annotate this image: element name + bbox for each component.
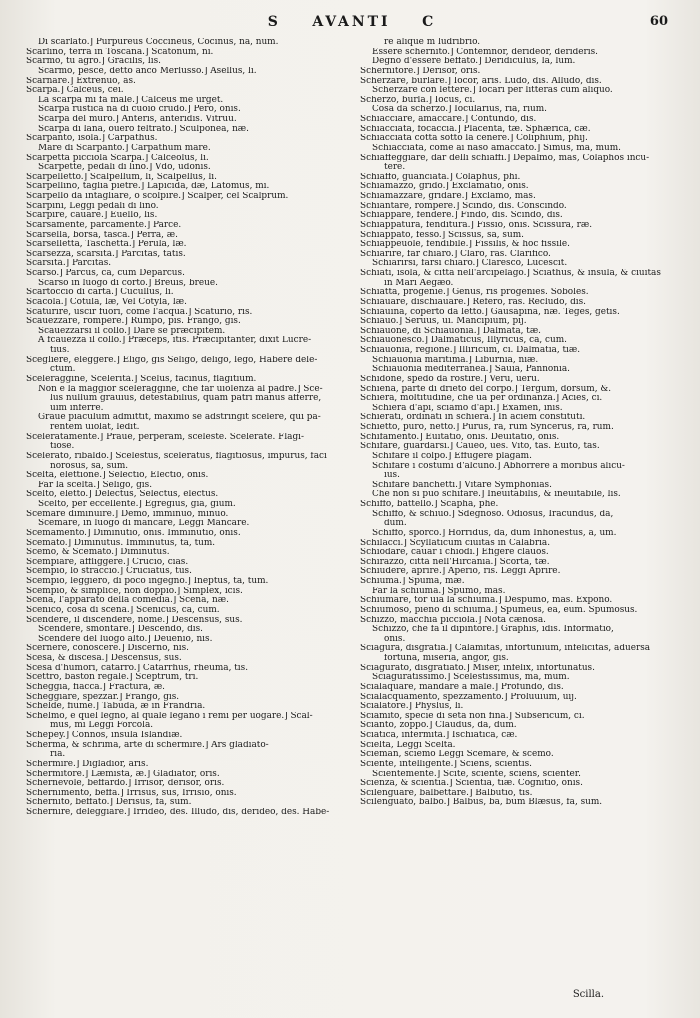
dictionary-entry-line: Scarpetta picciola Scarpa.] Calceolus, li. [26, 153, 209, 163]
dictionary-entry-line: Schermire.] Digladior, aris. [26, 759, 149, 769]
dictionary-entry-line: Di scarlato.] Purpureus Coccineus, Cocinus, na, num. [38, 38, 279, 47]
dictionary-entry-line: Schiantare, rompere.] Scindo, dis. Conscindo. [360, 201, 567, 211]
dictionary-entry-line: Sceleraggine, Scelerità.] Scelus, facinus, flagitium. [26, 374, 257, 384]
page-number: 60 [649, 14, 668, 29]
dictionary-entry-line: Scarpelletto.] Scalpellum, li, Scalpellus, li. [26, 172, 217, 182]
dictionary-entry-line: Scarsezza, scarsità.] Parcitas, tatis. [26, 249, 186, 259]
dictionary-entry-line: Degno d'essere beffato.] Deridiculus, la, lum. [372, 57, 576, 67]
dictionary-entry-line: Schizzo, che fa il dipintore.] Graphis, idis. Informatio, [372, 625, 614, 635]
dictionary-entry-line: Non è la maggior sceleraggine, che far uiolenza al padre.] Sce- [38, 384, 323, 394]
dictionary-entry-line: in Mari Aegæo. [384, 278, 454, 288]
header-title: AVANTI [312, 14, 391, 30]
dictionary-entry-line: Scielta, Leggi Scelta. [360, 740, 456, 750]
dictionary-entry-line: Scempio, lo straccio.] Cruciatus, tus. [26, 567, 192, 577]
dictionary-entry-line: Scarpellino, taglia pietre.] Lapicida, dæ, Latomus, mi. [26, 182, 270, 192]
dictionary-entry-line: rentem uiolat, ledit. [50, 423, 140, 432]
dictionary-entry-line: onis. [384, 634, 406, 644]
dictionary-entry-line: Scarpa.] Calceus, cei. [26, 86, 124, 96]
dictionary-entry-line: Scarmo, pesce, detto anco Merlusso.] Asellus, li. [38, 66, 257, 76]
dictionary-entry-line: tiose. [50, 442, 75, 452]
dictionary-entry-line: Scemamento.] Diminutio, onis. Imminutio, onis. [26, 528, 241, 538]
header-left: S [267, 14, 281, 30]
dictionary-entry-line: Far la scelta.] Seligo, gis. [38, 480, 153, 490]
dictionary-entry-line: Schiacciata cotta sotto la cenere.] Coliphium, phij. [360, 134, 588, 144]
dictionary-entry-line: Schifare i costumi d'alcuno.] Abhorrere a moribus alicu- [372, 461, 625, 471]
dictionary-entry-line: Cosa da scherzo.] Iocularius, ria, rium. [372, 105, 548, 115]
dictionary-entry-line: Schiauone, di Schiauonia.] Dalmata, tæ. [360, 326, 541, 336]
dictionary-entry-line: dum. [384, 519, 407, 529]
dictionary-entry-line: Scauezzare, rompere.] Rumpo, pis. Frango, gis. [26, 317, 241, 327]
running-header [26, 14, 678, 36]
dictionary-entry-line: Schiarire, far chiaro.] Claro, ras. Clarifico. [360, 249, 551, 259]
dictionary-entry-line: Schiera d'api, sciamo d'api.] Examen, inis. [372, 403, 563, 413]
dictionary-entry-line: Mare di Scarpanto.] Carpathum mare. [38, 143, 211, 153]
dictionary-entry-line: Scendere del luogo alto.] Deuenio, nis. [38, 634, 213, 644]
dictionary-entry-line: Scienza, & scientia.] Scientia, tiæ. Cognitio, onis. [360, 779, 583, 789]
dictionary-entry-line: Schierati, ordinati in schiera.] In aciem constituti. [360, 413, 586, 423]
dictionary-entry-line: Schifamento.] Euitatio, onis. Deuitatio, onis. [360, 432, 560, 442]
dictionary-entry-line: Scarpini, Leggi pedali di lino. [26, 201, 159, 211]
dictionary-entry-line: Schiauina, coperto da letto.] Gausapina, næ. Teges, getis. [360, 307, 620, 317]
dictionary-entry-line: Sciaguratissimo.] Scelestissimus, ma, mum. [372, 673, 570, 683]
dictionary-entry-line: norosus, sa, sum. [50, 461, 129, 471]
dictionary-entry-line: Scarmo, tu agro.] Gracilis, lis. [26, 57, 161, 67]
dictionary-entry-line: Scarpette, pedali di lino.] Vdo, udonis. [38, 163, 211, 173]
dictionary-entry-line: Sciagurato, disgratiato.] Miser, infelix, infortunatus. [360, 663, 595, 673]
dictionary-entry-line: Che non si può schifare.] Ineuitabilis, & ineuitabile, lis. [372, 490, 621, 500]
dictionary-entry-line: Graue piaculum admittit, maximo se adstringit scelere, qui pa- [38, 413, 321, 423]
dictionary-entry-line: Scilenguato, balbo.] Balbus, ba, bum Blæsus, fa, sum. [360, 798, 603, 808]
dictionary-entry-line: Sciamito, specie di seta non fina.] Subsericum, ci. [360, 711, 585, 721]
dictionary-entry-line: Scelto, eletto.] Delectus, Selectus, electus. [26, 490, 219, 500]
dictionary-entry-line: Scendere, il discendere, nome.] Descensus, sus. [26, 615, 243, 625]
dictionary-entry-line: Scarso in luogo di corto.] Breuis, breue. [38, 278, 218, 288]
dictionary-entry-line: tius. [50, 346, 70, 355]
dictionary-entry-line: Scherzare, burlare.] Iocor, aris. Ludo, dis. Alludo, dis. [360, 76, 602, 86]
dictionary-entry-line: Scheggia, fiacca.] Fractura, æ. [26, 682, 165, 692]
dictionary-entry-line: Schiamazzo, grido.] Exclamatio, onis. [360, 182, 529, 192]
dictionary-entry-line: re alique m ludribrio. [384, 38, 481, 47]
dictionary-entry-line: Scarpire, cauare.] Euello, lis. [26, 211, 158, 221]
dictionary-entry-line: Schiodare, cauar i chiodi.] Efigere clauos. [360, 548, 549, 558]
dictionary-entry-line: Schiffo, & schiuo.] Sdegnoso. Odiosus, Iracundus, da, [372, 509, 614, 519]
dictionary-entry-line: Scarpanto, isola.] Carpathus. [26, 134, 158, 144]
dictionary-entry-line: Scheggiare, spezzar.] Frango, gis. [26, 692, 180, 702]
dictionary-entry-line: Schiuma.] Spuma, mæ. [360, 577, 465, 586]
dictionary-entry-line: uim inferre. [50, 403, 104, 413]
dictionary-entry-line: Scarsella, borsa, tasca.] Perra, æ. [26, 230, 178, 240]
dictionary-entry-line: mus, mi Leggi Forcola. [50, 721, 154, 731]
dictionary-entry-line: Far la schiuma.] Spumo, mas. [372, 586, 506, 596]
dictionary-entry-line: A fcauezza il collo.] Præceps, itis. Præcipitanter, dixit Lucre- [38, 336, 312, 346]
dictionary-entry-line: Schiacciare, amaccare.] Contundo, dis. [360, 115, 537, 124]
dictionary-entry-line: Schiappato, fesso.] Scissus, sa, sum. [360, 230, 524, 240]
dictionary-entry-line: Scarnare.] Extrenuo, as. [26, 76, 136, 86]
dictionary-entry-line: Schiaffeggiare, dar delli schiaffi.] Depalmo, mas, Colaphos incu- [360, 153, 650, 163]
dictionary-entry-line: Schidone, spedo da rostire.] Veru, ueru. [360, 374, 540, 384]
dictionary-entry-line: Scherzare con lettere.] Iocari per litteras cum aliquo. [372, 86, 613, 96]
dictionary-entry-line: Scesa, & discesa.] Descensus, sus. [26, 654, 182, 663]
dictionary-entry-line: Scemato.] Diminutus. Imminutus, ta, tum. [26, 538, 216, 548]
dictionary-entry-line: Scelerato, ribaldo.] Scelestus, sceleratus, flagitiosus, impurus, faci [26, 451, 327, 461]
dictionary-entry-line: Scialatore.] Physlus, li. [360, 702, 464, 712]
dictionary-entry-line: Scaturire, uscir fuori, come l'acqua.] Scaturio, ris. [26, 307, 253, 317]
dictionary-entry-line: Schiauonia mediterranea.] Sauia, Pannonia. [372, 365, 570, 375]
dictionary-entry-line: Schiappeuole, fendibile.] Fissilis, & hoc fissile. [360, 240, 570, 250]
dictionary-entry-line: Scartoccio di carta.] Cucullus, li. [26, 288, 174, 298]
dictionary-entry-line: Scarlino, terra in Toscana.] Scatonum, ni. [26, 47, 214, 57]
dictionary-entry-line: Schiumare, tor uia la schiuma.] Despumo, mas. Expono. [360, 596, 613, 606]
dictionary-entry-line: ria. [50, 750, 66, 760]
dictionary-entry-line: Scialaquare, mandare a male.] Profundo, dis. [360, 682, 564, 692]
dictionary-entry-line: Schiacciata, focaccia.] Placenta, tæ. Sphærica, cæ. [360, 124, 591, 134]
dictionary-entry-line: ius. [384, 471, 400, 481]
dictionary-entry-line: Schiumoso, pieno di schiuma.] Spumeus, ea, eum. Spumosus. [360, 605, 638, 615]
dictionary-entry-line: tere. [384, 163, 406, 173]
dictionary-entry-line: La scarpa mi fa male.] Calceus me urget. [38, 95, 224, 105]
dictionary-entry-line: Schernimento, beffa.] Irrisus, sus, Irrisio, onis. [26, 788, 237, 798]
dictionary-entry-line: Schifare, guardarsi.] Caueo, ues. Vito, tas. Euito, tas. [360, 442, 600, 452]
dictionary-entry-line: Scherzo, burla.] Iocus, ci. [360, 95, 476, 105]
left-column [26, 38, 344, 818]
dictionary-entry-line: Schiauo.] Seruus, ui. Mancipium, pij. [360, 317, 527, 327]
dictionary-entry-line: Scialacquamento, spezzamento.] Proluuium, uij. [360, 692, 577, 702]
dictionary-entry-line: Schiarirsi, farsi chiaro.] Claresco, Lucescit. [372, 259, 568, 269]
dictionary-entry-line: Schirazzo, città nell'Hircania.] Scorta, tæ. [360, 557, 550, 567]
dictionary-entry-line: Scientemente.] Scitè, sciente, sciens, scienter. [372, 769, 581, 779]
dictionary-entry-line: Schifare banchetti.] Vitare Symphonias. [372, 480, 552, 490]
dictionary-entry-line: Scena, l'apparato della comedia.] Scena, næ. [26, 596, 229, 606]
dictionary-entry-line: Scieman, sciemo Leggi Scemare, & scemo. [360, 750, 554, 760]
dictionary-entry-line: Sceleratamente.] Praue, perperam, scelestè. Scelerate. Flagi- [26, 432, 304, 442]
dictionary-entry-line: Schiffo, sporco.] Horridus, da, dum Inhonestus, a, um. [372, 528, 617, 538]
dictionary-entry-line: Schelde, fiume.] Tabuda, æ in Frandria. [26, 702, 206, 712]
dictionary-entry-line: Schernevole, beffardo.] Irrisor, derisor, oris. [26, 779, 225, 789]
dictionary-entry-line: Schernitore.] Derisor, oris. [360, 66, 481, 76]
dictionary-entry-line: Schiudere, aprire.] Aperio, ris. Leggi Aprire. [360, 567, 561, 577]
catchword: Scilla. [572, 989, 604, 1000]
dictionary-entry-line: Schiamazzare, gridare.] Exclamo, mas. [360, 192, 536, 201]
dictionary-entry-line: Schermitore.] Læmista, æ.] Gladiator, oris. [26, 769, 220, 779]
dictionary-entry-line: Scianto, zoppo.] Claudus, da, dum. [360, 721, 517, 731]
dictionary-entry-line: Schilacci.] Scyllaticum ciuitas in Calabria. [360, 538, 551, 548]
dictionary-entry-line: Schiffo, battello.] Scapha, phe. [360, 500, 499, 509]
dictionary-entry-line: Schiappare, fendere.] Findo, dis. Scindo, dis. [360, 211, 563, 221]
dictionary-entry-line: Schiauare, dischiauare.] Refero, ras. Recludo, dis. [360, 297, 586, 307]
dictionary-entry-line: Schepey.] Connos, insula Islandiæ. [26, 731, 183, 740]
dictionary-entry-line: Sciatica, infermità.] Ischiatica, cæ. [360, 731, 518, 740]
dictionary-entry-line: Scempio, leggiero, di poco ingegno.] Ineptus, ta, tum. [26, 577, 269, 586]
header-right: C [422, 14, 437, 30]
dictionary-entry-line: Scarpa rustica na di cuoio crudo.] Pero, onis. [38, 105, 241, 115]
dictionary-entry-line: Schelmo, è quel legno, al quale legano i remi per uogare.] Scal- [26, 711, 313, 721]
dictionary-entry-line: Scegliere, eleggere.] Eligo, gis Seligo, deligo, lego, Habere dele- [26, 355, 318, 365]
dictionary-entry-line: Schiauonesco.] Dalmaticus, Illyricus, ca, cum. [360, 336, 567, 346]
dictionary-entry-line: Scarpa di lana, ouero feltrato.] Sculponea, næ. [38, 124, 249, 134]
dictionary-entry-line: Schifare il colpo.] Effugere plagam. [372, 451, 532, 461]
dictionary-entry-line: Scarsità.] Parcitas. [26, 259, 112, 269]
dictionary-entry-line: Schiera, moltitudine, che ua per ordinanza.] Acies, ci. [360, 394, 603, 404]
dictionary-entry-line: Scauezzarsi il collo.] Dare se præcipitem. [38, 326, 226, 336]
dictionary-entry-line: Schernire, deleggiare.] Irrideo, des. Illudo, dis, derideo, des. Habe- [26, 808, 330, 817]
dictionary-entry-line: Schiauonia maritima.] Liburnia, niæ. [372, 355, 539, 365]
dictionary-entry-line: Schiaffo, guanciata.] Colaphus, phi. [360, 172, 521, 182]
dictionary-entry-line: Scempio, & simplice, non doppio.] Simplex, icis. [26, 586, 243, 596]
dictionary-entry-line: Schiauonia, regione.] Illiricum, ci. Dalmatia, tiæ. [360, 346, 581, 355]
dictionary-entry-line: Schiati, isola, & citta nell'arcipelago.] Sciathus, & insula, & ciuitas [360, 269, 661, 278]
dictionary-entry-line: Scemare diminuire.] Demo, imminuo, minuo. [26, 509, 229, 519]
dictionary-entry-line: Scettro, baston regale.] Sceptrum, tri. [26, 673, 199, 683]
dictionary-entry-line: Scarsamente, parcamente.] Parcè. [26, 220, 182, 230]
dictionary-entry-line: Scarselletta, Taschetta.] Perula, læ. [26, 240, 187, 250]
dictionary-entry-line: fortuna, miseria, angor, gis. [384, 654, 509, 663]
dictionary-entry-line: Scemo, & Scemato.] Diminutus. [26, 548, 170, 558]
dictionary-entry-line: Scendere, smontare.] Descendo, dis. [38, 625, 203, 635]
dictionary-entry-line: Scesa d'humori, catarro.] Catarrhus, rheuma, tis. [26, 663, 249, 673]
dictionary-entry-line: Scarpello da intagliare, o scolpire.] Scalper, cel Scalprum. [26, 192, 289, 201]
dictionary-entry-line: Schiappatura, fenditura.] Fissio, onis. Scissura, ræ. [360, 220, 593, 230]
dictionary-entry-line: Scarso.] Parcus, ca, cum Deparcus. [26, 269, 185, 278]
dictionary-entry-line: Schernito, beffato.] Derisus, fa, sum. [26, 798, 192, 808]
right-column [360, 38, 678, 818]
dictionary-entry-line: Scernere, conoscere.] Discerno, nis. [26, 644, 190, 654]
dictionary-entry-line: Schiena, parte di drieto del corpo.] Tergum, dorsum, &. [360, 384, 612, 394]
dictionary-entry-line: lus nullum grauius, detestabilius, quam patri manus afferre, [50, 394, 322, 404]
dictionary-entry-line: Sciente, intelligente.] Sciens, scientis. [360, 759, 532, 769]
dictionary-entry-line: Schietto, puro, netto.] Purus, ra, rum Syncerus, ra, rum. [360, 423, 614, 432]
dictionary-entry-line: Scilenguare, balbettare.] Balbutio, tis. [360, 788, 533, 798]
dictionary-entry-line: Schiacciata, come ai naso amaccato.] Simus, ma, mum. [372, 143, 621, 153]
dictionary-entry-line: Scenico, cosa di scena.] Scenicus, ca, cum. [26, 605, 220, 615]
dictionary-entry-line: Scempiare, affliggere.] Crucio, cias. [26, 557, 189, 567]
dictionary-entry-line: ctum. [50, 365, 76, 375]
dictionary-entry-line: Scemare, in luogo di mancare, Leggi Mancare. [38, 519, 250, 529]
dictionary-entry-line: Sciagura, disgratia.] Calamitas, infortunium, infelicitas, aduersa [360, 644, 651, 654]
dictionary-entry-line: Schizzo, macchia picciola.] Nota cænosa. [360, 615, 546, 625]
dictionary-entry-line: Scarpa del muro.] Anteris, anteridis. Vitruu. [38, 115, 237, 124]
dictionary-entry-line: Scacola.] Cotula, læ, Vel Cotyla, læ. [26, 297, 187, 307]
dictionary-entry-line: Scelto, per eccellente.] Egregius, gia, gium. [38, 500, 236, 509]
dictionary-entry-line: Scherma, & schrima, arte di schermire.] Ars gladiato- [26, 740, 269, 750]
dictionary-entry-line: Schiatta, progenie.] Genus, ris progenies. Soboles. [360, 288, 589, 298]
dictionary-columns [26, 38, 678, 818]
dictionary-entry-line: Scelta, elettione.] Selectio, Electio, onis. [26, 471, 209, 481]
dictionary-entry-line: Essere schernito.] Contemnor, derideor, derideris. [372, 47, 598, 57]
